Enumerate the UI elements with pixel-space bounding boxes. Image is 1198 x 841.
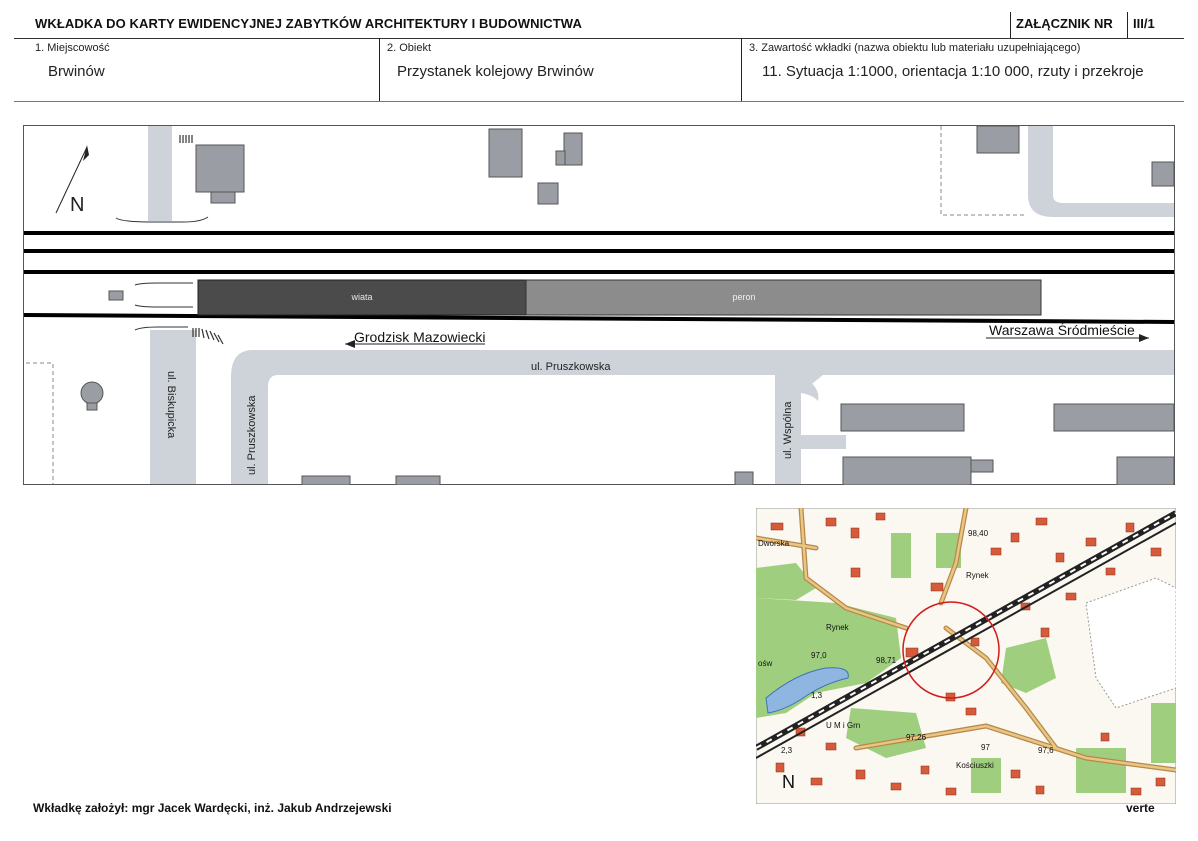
building (196, 145, 244, 192)
field-divider-1 (379, 38, 380, 101)
track (24, 231, 1174, 235)
platform (526, 280, 1041, 315)
site-plan (23, 125, 1175, 485)
building (564, 133, 582, 165)
object-label: 2. Obiekt (387, 42, 432, 54)
tree-base (87, 403, 97, 410)
annex-divider-left (1010, 12, 1011, 38)
building (302, 476, 350, 485)
form-title: WKŁADKA DO KARTY EWIDENCYJNEJ ZABYTKÓW ARCHITEKTURY I BUDOWNICTWA (35, 16, 582, 31)
building (977, 126, 1019, 153)
street-name-biskupicka: ul. Biskupicka (165, 371, 177, 439)
track (24, 249, 1174, 253)
street-name-pruszkowska: ul. Pruszkowska (531, 361, 611, 373)
map-label: 97,26 (906, 733, 927, 742)
building (841, 404, 964, 431)
contents-label: 3. Zawartość wkładki (nazwa obiektu lub materiału uzupełniającego) (749, 42, 1081, 54)
direction-west-label: Grodzisk Mazowiecki (354, 329, 486, 345)
street-name-wspolna: ul. Wspólna (782, 401, 794, 459)
platform-label: peron (732, 292, 756, 302)
map-label: Kościuszki (956, 761, 994, 770)
building (1054, 404, 1174, 431)
map-label: 98,71 (876, 656, 897, 665)
map-label: 98,40 (968, 529, 989, 538)
building (971, 460, 993, 472)
building (489, 129, 522, 177)
shelter-label: wiata (351, 292, 373, 302)
map-label: 97,6 (1038, 746, 1054, 755)
annex-number: III/1 (1133, 16, 1155, 31)
map-label: 97,0 (811, 651, 827, 660)
locality-label: 1. Miejscowość (35, 42, 110, 54)
building (735, 472, 753, 485)
direction-east-label: Warszawa Śródmieście (989, 322, 1135, 338)
contents-value: 11. Sytuacja 1:1000, orientacja 1:10 000, rzuty i przekroje (762, 63, 1144, 80)
side-lane (801, 435, 846, 449)
field-divider-2 (741, 38, 742, 101)
orientation-map (756, 508, 1176, 804)
annex-label: ZAŁĄCZNIK NR (1016, 16, 1113, 31)
fields-bottom-line (14, 101, 1184, 102)
map-label: 1,3 (811, 691, 823, 700)
map-label: Rynek (826, 623, 849, 632)
header-line (14, 38, 1184, 39)
building (556, 151, 565, 165)
map-label: ośw (758, 659, 773, 668)
track (24, 270, 1174, 274)
north-label: N (70, 194, 85, 216)
building (211, 192, 235, 203)
street-biskupicka-north (148, 126, 172, 221)
building (109, 291, 123, 300)
building (396, 476, 440, 485)
object-value: Przystanek kolejowy Brwinów (397, 63, 594, 80)
map-north-label: N (782, 772, 795, 792)
building (1117, 457, 1174, 485)
map-label: 2,3 (781, 746, 793, 755)
locality-value: Brwinów (48, 63, 105, 80)
annex-divider-right (1127, 12, 1128, 38)
street-name-pruszkowska-vertical: ul. Pruszkowska (246, 395, 258, 475)
map-label: 97 (981, 743, 990, 752)
verte-label: verte (1126, 801, 1155, 815)
tree-symbol (81, 382, 103, 404)
map-label: Dworska (758, 539, 790, 548)
building (843, 457, 971, 485)
map-label: Rynek (966, 571, 989, 580)
map-label: U M i Grn (826, 721, 861, 730)
author-line: Wkładkę założył: mgr Jacek Wardęcki, inż. Jakub Andrzejewski (33, 801, 392, 815)
building (538, 183, 558, 204)
building (1152, 162, 1174, 186)
